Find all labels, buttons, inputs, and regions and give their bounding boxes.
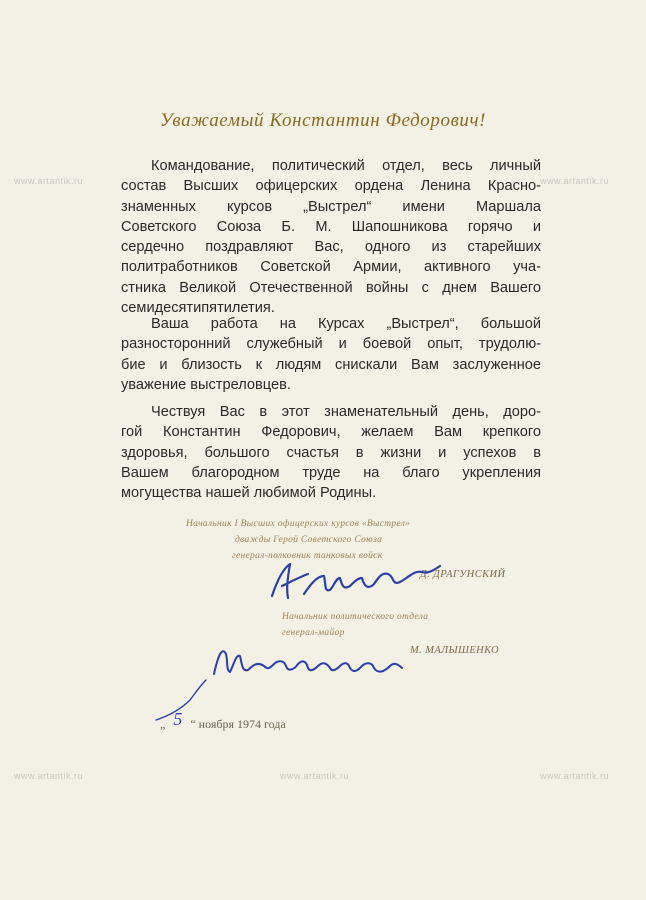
signatory-2-title: Начальник политического отдела [282,612,429,622]
watermark: www.artantik.ru [14,771,84,781]
signature-2-image [208,640,408,686]
watermark: www.artantik.ru [280,771,350,781]
paragraph-line: состав Высших офицерских ордена Ленина Красно- [121,178,541,195]
date-day: 5 [173,709,183,729]
paragraph-line: гой Константин Федорович, желаем Вам крепкого [121,424,541,441]
paragraph-line: уважение выстреловцев. [121,376,291,393]
paragraph-2 [121,314,541,395]
paragraph-line: могущества нашей любимой Родины. [121,485,377,502]
paragraph-line: сердечно поздравляют Вас, одного из старейших [121,239,541,256]
watermark: www.artantik.ru [540,771,610,781]
signatory-2-rank: генерал-майор [282,628,345,638]
signatory-1-name: Д. ДРАГУНСКИЙ [420,569,506,580]
signature-1-image [264,556,444,606]
paragraph-line: Вашем благородном труде на благо укрепления [121,464,541,481]
signatory-2-name: М. МАЛЫШЕНКО [410,645,500,656]
paragraph-line: Ваша работа на Курсах „Выстрел“, большой [151,316,541,332]
signatory-1-title: Начальник I Высших офицерских курсов «Выстрел» [186,519,411,529]
paragraph-line: бие и близость к людям снискали Вам заслуженное [121,356,541,373]
paragraph-1 [121,156,541,318]
signatory-1-rank: генерал-полковник танковых войск [232,551,383,561]
paragraph-line: разносторонний служебный и боевой опыт, трудолю- [121,336,541,353]
date-day-pen-mark [150,676,210,726]
paragraph-line: Командование, политический отдел, весь личный [151,158,541,174]
paragraph-line: Чествуя Вас в этот знаменательный день, доро- [151,404,541,420]
paragraph-line: здоровья, большого счастья в жизни и успехов в [121,444,541,461]
date-text: ноября 1974 года [198,717,286,731]
watermark: www.artantik.ru [14,176,84,186]
paragraph-line: Советского Союза Б. М. Шапошникова горячо и [121,218,541,235]
salutation: Уважаемый Константин Федорович! [159,110,487,131]
paragraph-3 [121,402,541,503]
paragraph-line: стника Великой Отечественной войны с днем Вашего [121,279,541,296]
date-close-quote: “ [190,717,196,731]
paragraph-line: знаменных курсов „Выстрел“ имени Маршала [121,198,541,215]
watermark: www.artantik.ru [540,176,610,186]
paragraph-line: политработников Советской Армии, активного уча- [121,259,541,276]
date-open-quote: „ [160,717,166,731]
paragraph-line: семидесятипятилетия. [121,300,275,317]
signatory-1-award: дважды Герой Советского Союза [235,535,383,545]
